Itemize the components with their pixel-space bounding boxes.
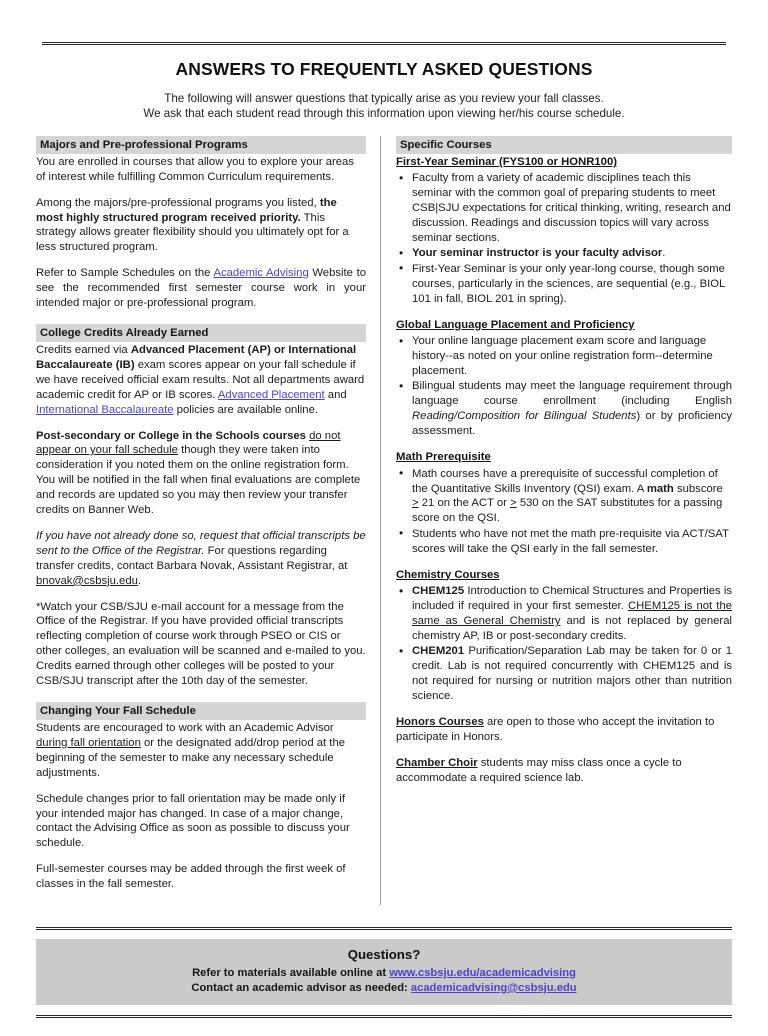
majors-paragraph-2 xyxy=(36,196,366,256)
page-title: ANSWERS TO FREQUENTLY ASKED QUESTIONS xyxy=(175,59,593,79)
credits-paragraph-2 xyxy=(36,429,366,518)
chamber-choir-text: students may miss class once a cycle to accommodate a required science lab. xyxy=(396,756,682,784)
academic-advising-link[interactable]: Academic Advising xyxy=(213,267,309,280)
majors-p2-part-c: This strategy allows greater flexibility should you ultimately opt for a less structured program. xyxy=(36,211,349,254)
footer-line-1-prefix: Refer to materials available online at xyxy=(192,967,390,979)
course-code-chem201: CHEM201 xyxy=(412,645,465,658)
subheading-chemistry-courses: Chemistry Courses xyxy=(396,568,500,581)
bullet-text: Math courses have a prerequisite of successful completion of the Quantitative Skills Inventory (QSI) exam. A xyxy=(412,467,718,495)
credits-p1-part-b: exam scores appear on your fall schedule if we have received official exam results. Not all departments award academic credit for AP or IB scores. xyxy=(36,358,365,401)
footer xyxy=(36,927,732,1018)
chamber-choir-lead: Chamber Choir xyxy=(396,756,478,769)
list-item xyxy=(396,644,732,704)
international-baccalaureate-link[interactable]: International Baccalaureate xyxy=(36,403,174,416)
greater-than-or-equal-glyph: > xyxy=(510,497,517,510)
section-header-changing-schedule: Changing Your Fall Schedule xyxy=(36,702,366,720)
bullet-text: Introduction to Chemical Structures and Properties is included if required in your first semester. xyxy=(412,585,732,613)
group-math-prerequisite xyxy=(396,450,732,557)
honors-courses-text: are open to those who accept the invitation to participate in Honors. xyxy=(396,715,715,743)
credits-p1-part-c: and xyxy=(324,388,347,401)
bullet-text: Faculty from a variety of academic disciplines teach this seminar with the common goal of preparing students to meet CSB|SJU expectations for critical thinking, writing, research and discussion. Readings and discussion topics will vary across seminar sections. xyxy=(412,172,731,245)
group-first-year-seminar xyxy=(396,155,732,307)
greater-than-or-equal-glyph: > xyxy=(412,497,419,510)
majors-p3-part-a: Refer to Sample Schedules on the xyxy=(36,267,214,280)
credits-paragraph-4: *Watch your CSB/SJU e-mail account for a message from the Office of the Registrar. If you have provided official transcripts reflecting completion of course work through PSEO or CIS or other colleges, an evaluation will be scanned and e-mailed to you. Credits earned through other colleges will be posted to your CSB/SJU transcript after the 10th day of the semester. xyxy=(36,600,366,688)
list-item xyxy=(396,467,732,527)
bullet-text: Bilingual students may meet the language requirement through language course enrollment (including English xyxy=(412,380,732,408)
bottom-rule xyxy=(36,1015,732,1018)
footer-title: Questions? xyxy=(347,947,421,962)
bullet-list-math-prerequisite xyxy=(396,467,732,557)
left-column xyxy=(36,136,380,905)
list-item xyxy=(396,379,732,439)
credits-paragraph-1 xyxy=(36,343,366,418)
right-column xyxy=(381,136,732,786)
bullet-text: subscore xyxy=(673,482,723,495)
bullet-text: 530 on the SAT substitutes for a passing score on the QSI. xyxy=(412,497,723,525)
section-college-credits xyxy=(36,324,366,689)
section-header-majors: Majors and Pre-professional Programs xyxy=(36,136,366,154)
schedule-paragraph-2: Schedule changes prior to fall orientation may be made only if your intended major has changed. In case of a major change, contact the Advising Office as soon as possible to discuss your schedule. xyxy=(36,792,350,850)
majors-p2-emphasis: the most highly structured program received priority. xyxy=(36,196,337,224)
credits-p1-part-d: policies are available online. xyxy=(173,403,318,416)
masthead xyxy=(36,45,732,122)
section-header-college-credits: College Credits Already Earned xyxy=(36,324,366,342)
group-global-language xyxy=(396,318,732,439)
credits-paragraph-3 xyxy=(36,529,366,589)
schedule-p1-underline: during fall orientation xyxy=(36,736,141,749)
credits-p1-part-a: Credits earned via xyxy=(36,343,131,356)
subheading-math-prerequisite: Math Prerequisite xyxy=(396,451,491,463)
academic-advising-email-link[interactable]: academicadvising@csbsju.edu xyxy=(410,982,577,994)
specific-courses-groups xyxy=(396,155,732,704)
list-item xyxy=(396,246,732,261)
bullet-list-chemistry-courses xyxy=(396,584,732,704)
bullet-text: Students who have not met the math pre-requisite via ACT/SAT scores will take the QSI early in the fall semester. xyxy=(412,527,729,555)
list-item xyxy=(396,334,732,379)
credits-p2-rest: though they were taken into consideration if you noted them on the online registration form. You will be notified in the fall when final evaluations are complete and records are updated so you may then review your transfer credits on Banner Web. xyxy=(36,444,361,517)
advanced-placement-link[interactable]: Advanced Placement xyxy=(217,388,325,401)
majors-paragraph-1: You are enrolled in courses that allow you to explore your areas of interest while fulfilling Common Curriculum requirements. xyxy=(36,155,354,183)
bullet-text-italic: Reading/Composition for Bilingual Students xyxy=(412,410,637,423)
list-item xyxy=(396,171,732,246)
credits-p2-lead-bold: Post-secondary or College in the Schools courses xyxy=(36,429,310,442)
bullet-text-bold: Your seminar instructor is your faculty advisor xyxy=(412,247,663,260)
bullet-text: ) or by proficiency assessment. xyxy=(412,410,732,438)
bullet-list-first-year-seminar xyxy=(396,171,732,306)
honors-courses-lead: Honors Courses xyxy=(396,715,484,728)
credits-p1-ap-ib-bold: Advanced Placement (AP) or International Baccalaureate (IB) xyxy=(36,343,357,371)
bullet-list-global-language xyxy=(396,334,732,439)
bullet-text: . xyxy=(662,247,666,260)
group-chemistry-courses xyxy=(396,568,732,704)
chamber-choir-paragraph xyxy=(396,756,732,786)
honors-courses-paragraph xyxy=(396,715,732,745)
section-changing-schedule xyxy=(36,702,366,892)
credits-p2-underline: do not appear on your fall schedule xyxy=(36,429,341,457)
credits-p3-rest: For questions regarding transfer credits, contact Barbara Novak, Assistant Registrar, at xyxy=(36,544,348,572)
bullet-text: Purification/Separation Lab may be taken for 0 or 1 credit. Lab is not required concurrently with CHEM125 and is not required for nursing or nutrition majors other than nutrition science. xyxy=(412,645,732,702)
subtitle-line-1: The following will answer questions that typically arise as you review your fall classes. xyxy=(164,92,604,105)
subheading-first-year-seminar: First-Year Seminar (FYS100 or HONR100) xyxy=(396,155,618,168)
bullet-text: 21 on the ACT or xyxy=(418,497,511,510)
footer-line-1 xyxy=(46,966,722,981)
credits-p3-end: . xyxy=(137,574,142,587)
list-item xyxy=(396,584,732,644)
subtitle-line-2: We ask that each student read through this information upon viewing her/his course schedule. xyxy=(143,107,625,121)
bullet-text: First-Year Seminar is your only year-long course, though some courses, particularly in the sciences, are sequential (e.g., BIOL 101 in fall, BIOL 201 in spring). xyxy=(412,262,725,305)
majors-p3-part-b: Website to see the recommended first semester course work in your intended major or pre-professional program. xyxy=(36,267,366,310)
schedule-p1-part-a: Students are encouraged to work with an Academic Advisor xyxy=(36,722,334,734)
section-header-specific-courses: Specific Courses xyxy=(396,136,732,154)
document-page xyxy=(0,42,768,1036)
document-subtitle xyxy=(36,91,732,122)
bullet-text: and is not replaced by general chemistry AP, IB or post-secondary credits. xyxy=(412,614,732,642)
registrar-email-link[interactable]: bnovak@csbsju.edu xyxy=(36,574,138,587)
footer-top-rule xyxy=(36,927,732,930)
bullet-text-underline: CHEM125 is not the same as General Chemistry xyxy=(412,600,733,627)
list-item xyxy=(396,527,732,557)
schedule-paragraph-1 xyxy=(36,721,366,781)
body-columns xyxy=(36,136,732,905)
list-item xyxy=(396,262,732,307)
majors-p2-part-a: Among the majors/pre-professional programs you listed, xyxy=(36,196,320,209)
subheading-global-language: Global Language Placement and Proficiency xyxy=(396,318,635,331)
questions-box xyxy=(36,939,732,1005)
footer-line-2-prefix: Contact an academic advisor as needed: xyxy=(191,982,411,994)
majors-paragraph-3 xyxy=(36,266,366,311)
section-majors xyxy=(36,136,366,311)
bullet-text: Your online language placement exam score and language history--as noted on your online registration form--determine placement. xyxy=(412,335,713,377)
schedule-p1-part-b: or the designated add/drop period at the beginning of the semester to make any necessary schedule adjustments. xyxy=(36,736,346,779)
academic-advising-website-link[interactable]: www.csbsju.edu/academicadvising xyxy=(389,967,576,979)
bullet-text-bold: math xyxy=(646,482,674,495)
course-code-chem125: CHEM125 xyxy=(412,585,465,598)
credits-p3-italic: If you have not already done so, request that official transcripts be sent to the Office of the Registrar. xyxy=(36,529,366,557)
schedule-paragraph-3: Full-semester courses may be added through the first week of classes in the fall semester. xyxy=(36,863,346,891)
